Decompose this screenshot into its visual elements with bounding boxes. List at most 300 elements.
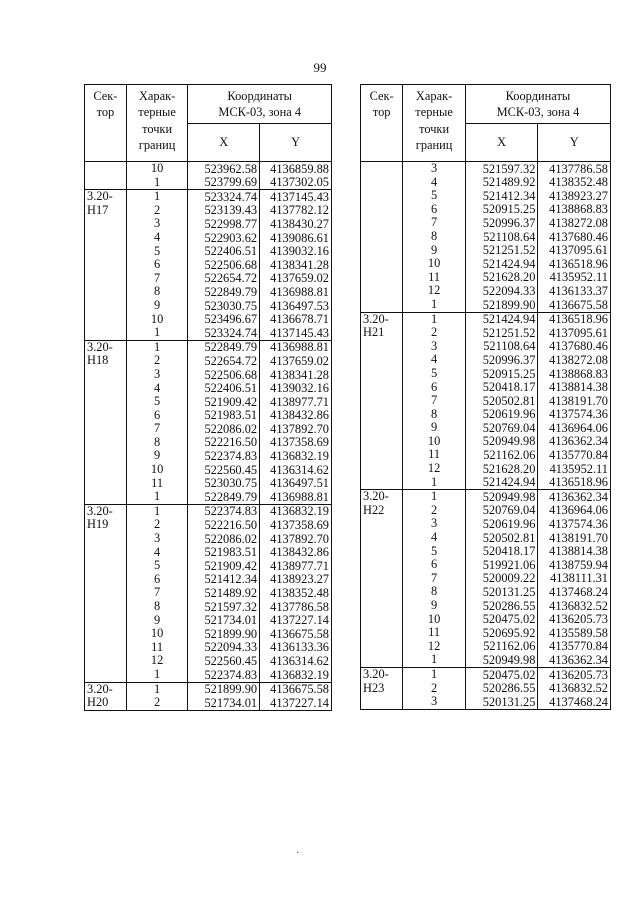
table-row (361, 421, 611, 435)
point-number-cell: 2 (126, 696, 188, 710)
table-row (361, 298, 611, 312)
table-row (85, 668, 332, 682)
x-coordinate-cell: 521489.92 (465, 176, 538, 190)
x-coordinate-cell: 522654.72 (188, 272, 260, 286)
point-number-cell: 6 (126, 409, 188, 423)
table-row (85, 422, 332, 436)
sector-cell (361, 162, 403, 176)
x-coordinate-cell: 523962.58 (188, 162, 260, 176)
point-number-cell: 1 (126, 668, 188, 682)
point-number-cell: 5 (403, 189, 466, 203)
table-row (85, 272, 332, 286)
point-number-cell: 1 (403, 667, 466, 681)
header-y: Y (260, 124, 332, 162)
point-number-cell: 10 (126, 463, 188, 477)
point-number-cell: 4 (403, 353, 466, 367)
point-number-cell: 3 (126, 217, 188, 231)
y-coordinate-cell: 4136362.34 (538, 490, 611, 504)
x-coordinate-cell: 521899.90 (465, 298, 538, 312)
table-body-left (85, 162, 332, 711)
sector-cell (361, 203, 403, 217)
sector-cell (85, 654, 127, 668)
header-points-label: Харак- терные точки границ (415, 89, 453, 153)
table-row (361, 353, 611, 367)
x-coordinate-cell: 520915.25 (465, 203, 538, 217)
point-number-cell: 7 (403, 216, 466, 230)
point-number-cell: 2 (126, 204, 188, 218)
x-coordinate-cell: 521734.01 (188, 696, 260, 710)
sector-cell (361, 599, 403, 613)
sector-cell (85, 559, 127, 573)
y-coordinate-cell: 4136518.96 (538, 257, 611, 271)
table-row (85, 600, 332, 614)
table-row (361, 558, 611, 572)
sector-cell: 3.20- (361, 312, 403, 326)
sector-cell (361, 230, 403, 244)
table-row (361, 462, 611, 476)
sector-cell (361, 298, 403, 312)
sector-cell (361, 340, 403, 354)
sector-cell (85, 546, 127, 560)
sector-cell (361, 613, 403, 627)
y-coordinate-cell: 4137358.69 (260, 436, 332, 450)
point-number-cell: 6 (126, 573, 188, 587)
table-row (85, 204, 332, 218)
point-number-cell: 4 (403, 176, 466, 190)
point-number-cell: 10 (403, 257, 466, 271)
table-row (85, 299, 332, 313)
point-number-cell: 6 (126, 258, 188, 272)
y-coordinate-cell: 4137145.43 (260, 190, 332, 204)
y-coordinate-cell: 4136675.58 (260, 682, 332, 696)
sector-cell (361, 517, 403, 531)
sector-cell (85, 668, 127, 682)
sector-cell (85, 368, 127, 382)
y-coordinate-cell: 4138111.31 (538, 572, 611, 586)
sector-cell (361, 476, 403, 490)
point-number-cell: 2 (403, 326, 466, 340)
sector-cell: 3.20- (361, 490, 403, 504)
sector-cell (361, 448, 403, 462)
table-row (85, 449, 332, 463)
table-row (85, 313, 332, 327)
table-row (361, 189, 611, 203)
x-coordinate-cell: 520286.55 (465, 682, 538, 696)
point-number-cell: 7 (126, 272, 188, 286)
sector-cell (85, 162, 127, 176)
x-coordinate-cell: 522560.45 (188, 654, 260, 668)
table-row (361, 585, 611, 599)
table-row (85, 641, 332, 655)
point-number-cell: 1 (126, 340, 188, 354)
point-number-cell: 7 (126, 422, 188, 436)
point-number-cell: 3 (403, 340, 466, 354)
x-coordinate-cell: 520131.25 (465, 585, 538, 599)
y-coordinate-cell: 4136988.81 (260, 285, 332, 299)
point-number-cell: 10 (126, 627, 188, 641)
table-row (85, 546, 332, 560)
sector-cell (361, 189, 403, 203)
header-sector (361, 85, 403, 162)
x-coordinate-cell: 523496.67 (188, 313, 260, 327)
sector-cell (85, 463, 127, 477)
table-row (361, 599, 611, 613)
x-coordinate-cell: 522849.79 (188, 340, 260, 354)
y-coordinate-cell: 4138977.71 (260, 395, 332, 409)
header-coordinates-label: Координаты МСК-03, зона 4 (496, 88, 580, 119)
y-coordinate-cell: 4137227.14 (260, 614, 332, 628)
sector-cell (361, 545, 403, 559)
x-coordinate-cell: 521162.06 (465, 640, 538, 654)
point-number-cell: 1 (403, 490, 466, 504)
y-coordinate-cell: 4138272.08 (538, 216, 611, 230)
table-row (85, 176, 332, 190)
header-sector (85, 85, 127, 162)
point-number-cell: 5 (126, 395, 188, 409)
table-row (361, 545, 611, 559)
x-coordinate-cell: 521909.42 (188, 559, 260, 573)
y-coordinate-cell: 4137659.02 (260, 272, 332, 286)
sector-cell (85, 326, 127, 340)
point-number-cell: 6 (403, 203, 466, 217)
table-row (361, 572, 611, 586)
point-number-cell: 7 (403, 572, 466, 586)
sector-cell (85, 231, 127, 245)
y-coordinate-cell: 4136832.19 (260, 668, 332, 682)
y-coordinate-cell: 4138341.28 (260, 258, 332, 272)
point-number-cell: 1 (126, 682, 188, 696)
sector-cell (85, 299, 127, 313)
point-number-cell: 10 (403, 613, 466, 627)
y-coordinate-cell: 4137227.14 (260, 696, 332, 710)
y-coordinate-cell: 4136518.96 (538, 312, 611, 326)
x-coordinate-cell: 520949.98 (465, 490, 538, 504)
y-coordinate-cell: 4136678.71 (260, 313, 332, 327)
point-number-cell: 6 (403, 558, 466, 572)
y-coordinate-cell: 4135770.84 (538, 640, 611, 654)
x-coordinate-cell: 521251.52 (465, 326, 538, 340)
y-coordinate-cell: 4137468.24 (538, 695, 611, 709)
x-coordinate-cell: 521424.94 (465, 476, 538, 490)
point-number-cell: 9 (126, 299, 188, 313)
table-row (85, 627, 332, 641)
x-coordinate-cell: 521424.94 (465, 257, 538, 271)
point-number-cell: 11 (403, 271, 466, 285)
y-coordinate-cell: 4136964.06 (538, 504, 611, 518)
x-coordinate-cell: 520915.25 (465, 367, 538, 381)
x-coordinate-cell: 521899.90 (188, 627, 260, 641)
x-coordinate-cell: 521909.42 (188, 395, 260, 409)
header-coordinates (188, 85, 332, 124)
sector-cell (361, 585, 403, 599)
y-coordinate-cell: 4138341.28 (260, 368, 332, 382)
y-coordinate-cell: 4138759.94 (538, 558, 611, 572)
y-coordinate-cell: 4138191.70 (538, 394, 611, 408)
point-number-cell: 3 (403, 162, 466, 176)
x-coordinate-cell: 521597.32 (188, 600, 260, 614)
sector-cell (361, 271, 403, 285)
x-coordinate-cell: 521628.20 (465, 271, 538, 285)
sector-cell: 3.20- (85, 504, 127, 518)
table-row (85, 696, 332, 710)
point-number-cell: 8 (126, 285, 188, 299)
x-coordinate-cell: 523799.69 (188, 176, 260, 190)
table-row (361, 162, 611, 176)
x-coordinate-cell: 522406.51 (188, 245, 260, 259)
point-number-cell: 5 (126, 559, 188, 573)
table-row (85, 518, 332, 532)
y-coordinate-cell: 4136205.73 (538, 613, 611, 627)
x-coordinate-cell: 522560.45 (188, 463, 260, 477)
y-coordinate-cell: 4139032.16 (260, 245, 332, 259)
table-row (361, 667, 611, 681)
point-number-cell: 3 (403, 695, 466, 709)
table-row (361, 203, 611, 217)
x-coordinate-cell: 522094.33 (188, 641, 260, 655)
x-coordinate-cell: 522216.50 (188, 518, 260, 532)
table-row (85, 559, 332, 573)
x-coordinate-cell: 521424.94 (465, 312, 538, 326)
header-coordinates (465, 85, 610, 124)
sector-cell: Н17 (85, 204, 127, 218)
sector-cell (361, 257, 403, 271)
sector-cell: 3.20- (85, 682, 127, 696)
y-coordinate-cell: 4136675.58 (538, 298, 611, 312)
x-coordinate-cell: 520286.55 (465, 599, 538, 613)
x-coordinate-cell: 522849.79 (188, 285, 260, 299)
table-row (361, 448, 611, 462)
x-coordinate-cell: 521251.52 (465, 244, 538, 258)
table-row (361, 653, 611, 667)
sector-cell (361, 284, 403, 298)
table-row (361, 230, 611, 244)
sector-cell: 3.20- (361, 667, 403, 681)
y-coordinate-cell: 4138352.48 (260, 586, 332, 600)
point-number-cell: 1 (403, 298, 466, 312)
y-coordinate-cell: 4137468.24 (538, 585, 611, 599)
x-coordinate-cell: 523030.75 (188, 477, 260, 491)
point-number-cell: 5 (403, 367, 466, 381)
table-row (361, 531, 611, 545)
point-number-cell: 4 (126, 546, 188, 560)
point-number-cell: 1 (126, 490, 188, 504)
sector-cell (361, 353, 403, 367)
table-row (85, 586, 332, 600)
table-row (361, 613, 611, 627)
x-coordinate-cell: 520475.02 (465, 667, 538, 681)
y-coordinate-cell: 4135952.11 (538, 462, 611, 476)
header-points (403, 85, 466, 162)
sector-cell (361, 367, 403, 381)
sector-cell (85, 176, 127, 190)
x-coordinate-cell: 520949.98 (465, 653, 538, 667)
point-number-cell: 8 (403, 585, 466, 599)
point-number-cell: 1 (126, 190, 188, 204)
y-coordinate-cell: 4138432.86 (260, 546, 332, 560)
page-number: 99 (313, 60, 327, 75)
y-coordinate-cell: 4138868.83 (538, 367, 611, 381)
y-coordinate-cell: 4136362.34 (538, 653, 611, 667)
coordinates-table-right (360, 84, 611, 710)
sector-cell (361, 381, 403, 395)
header-points (126, 85, 188, 162)
point-number-cell: 1 (403, 653, 466, 667)
table-row (85, 190, 332, 204)
point-number-cell: 3 (126, 368, 188, 382)
coordinates-table-left (84, 84, 332, 711)
x-coordinate-cell: 521597.32 (465, 162, 538, 176)
table-row (85, 463, 332, 477)
y-coordinate-cell: 4138272.08 (538, 353, 611, 367)
y-coordinate-cell: 4136988.81 (260, 340, 332, 354)
point-number-cell: 7 (126, 586, 188, 600)
table-row (361, 490, 611, 504)
table-row (361, 695, 611, 709)
table-row (361, 271, 611, 285)
scan-speck: · (296, 848, 300, 859)
header-sector-label: Сек- тор (93, 89, 118, 120)
x-coordinate-cell: 521489.92 (188, 586, 260, 600)
sector-cell: Н21 (361, 326, 403, 340)
sector-cell (361, 558, 403, 572)
x-coordinate-cell: 522086.02 (188, 532, 260, 546)
sector-cell (85, 614, 127, 628)
table-row (85, 654, 332, 668)
y-coordinate-cell: 4138923.27 (260, 573, 332, 587)
table-row (85, 409, 332, 423)
sector-cell: 3.20- (85, 190, 127, 204)
y-coordinate-cell: 4136497.51 (260, 477, 332, 491)
sector-cell (361, 216, 403, 230)
sector-cell (361, 394, 403, 408)
y-coordinate-cell: 4136497.53 (260, 299, 332, 313)
table-row (361, 216, 611, 230)
x-coordinate-cell: 521108.64 (465, 340, 538, 354)
x-coordinate-cell: 522903.62 (188, 231, 260, 245)
table-row (85, 326, 332, 340)
x-coordinate-cell: 520996.37 (465, 216, 538, 230)
point-number-cell: 5 (126, 245, 188, 259)
sector-cell (85, 285, 127, 299)
point-number-cell: 11 (403, 448, 466, 462)
y-coordinate-cell: 4136832.19 (260, 504, 332, 518)
header-x: X (465, 124, 538, 162)
x-coordinate-cell: 521983.51 (188, 409, 260, 423)
y-coordinate-cell: 4138352.48 (538, 176, 611, 190)
x-coordinate-cell: 522374.83 (188, 504, 260, 518)
x-coordinate-cell: 522406.51 (188, 382, 260, 396)
sector-cell (85, 382, 127, 396)
x-coordinate-cell: 521162.06 (465, 448, 538, 462)
x-coordinate-cell: 522086.02 (188, 422, 260, 436)
point-number-cell: 9 (403, 421, 466, 435)
y-coordinate-cell: 4138191.70 (538, 531, 611, 545)
y-coordinate-cell: 4137145.43 (260, 326, 332, 340)
x-coordinate-cell: 521412.34 (188, 573, 260, 587)
point-number-cell: 9 (126, 449, 188, 463)
y-coordinate-cell: 4136832.19 (260, 449, 332, 463)
x-coordinate-cell: 520131.25 (465, 695, 538, 709)
sector-cell: Н20 (85, 696, 127, 710)
x-coordinate-cell: 520418.17 (465, 381, 538, 395)
table-row (85, 436, 332, 450)
point-number-cell: 2 (403, 682, 466, 696)
x-coordinate-cell: 519921.06 (465, 558, 538, 572)
y-coordinate-cell: 4137095.61 (538, 326, 611, 340)
y-coordinate-cell: 4137095.61 (538, 244, 611, 258)
sector-cell (85, 395, 127, 409)
y-coordinate-cell: 4138814.38 (538, 545, 611, 559)
x-coordinate-cell: 521734.01 (188, 614, 260, 628)
y-coordinate-cell: 4136314.62 (260, 463, 332, 477)
point-number-cell: 1 (126, 176, 188, 190)
x-coordinate-cell: 521628.20 (465, 462, 538, 476)
table-row (85, 217, 332, 231)
y-coordinate-cell: 4139032.16 (260, 382, 332, 396)
table-row (361, 244, 611, 258)
sector-cell (361, 421, 403, 435)
sector-cell (85, 245, 127, 259)
y-coordinate-cell: 4136518.96 (538, 476, 611, 490)
y-coordinate-cell: 4135770.84 (538, 448, 611, 462)
x-coordinate-cell: 522998.77 (188, 217, 260, 231)
table-row (85, 573, 332, 587)
sector-cell (85, 532, 127, 546)
point-number-cell: 10 (403, 435, 466, 449)
sector-cell (361, 640, 403, 654)
y-coordinate-cell: 4136205.73 (538, 667, 611, 681)
table-row (361, 682, 611, 696)
y-coordinate-cell: 4138868.83 (538, 203, 611, 217)
x-coordinate-cell: 522654.72 (188, 354, 260, 368)
x-coordinate-cell: 520996.37 (465, 353, 538, 367)
sector-cell (85, 449, 127, 463)
table-row (85, 368, 332, 382)
x-coordinate-cell: 523139.43 (188, 204, 260, 218)
point-number-cell: 8 (126, 600, 188, 614)
x-coordinate-cell: 520695.92 (465, 626, 538, 640)
y-coordinate-cell: 4136964.06 (538, 421, 611, 435)
point-number-cell: 4 (126, 382, 188, 396)
sector-cell (85, 258, 127, 272)
sector-cell (85, 627, 127, 641)
point-number-cell: 2 (126, 354, 188, 368)
table-row (361, 517, 611, 531)
point-number-cell: 11 (126, 477, 188, 491)
sector-cell (85, 477, 127, 491)
table-row (85, 490, 332, 504)
x-coordinate-cell: 521108.64 (465, 230, 538, 244)
point-number-cell: 11 (126, 641, 188, 655)
table-row (361, 435, 611, 449)
point-number-cell: 1 (403, 312, 466, 326)
table-row (361, 367, 611, 381)
x-coordinate-cell: 522849.79 (188, 490, 260, 504)
y-coordinate-cell: 4138814.38 (538, 381, 611, 395)
table-row (85, 354, 332, 368)
y-coordinate-cell: 4137358.69 (260, 518, 332, 532)
sector-cell (361, 435, 403, 449)
table-row (361, 284, 611, 298)
y-coordinate-cell: 4136832.52 (538, 682, 611, 696)
x-coordinate-cell: 522374.83 (188, 449, 260, 463)
y-coordinate-cell: 4136859.88 (260, 162, 332, 176)
y-coordinate-cell: 4135952.11 (538, 271, 611, 285)
y-coordinate-cell: 4139086.61 (260, 231, 332, 245)
y-coordinate-cell: 4137574.36 (538, 408, 611, 422)
sector-cell (361, 244, 403, 258)
table-row (85, 231, 332, 245)
